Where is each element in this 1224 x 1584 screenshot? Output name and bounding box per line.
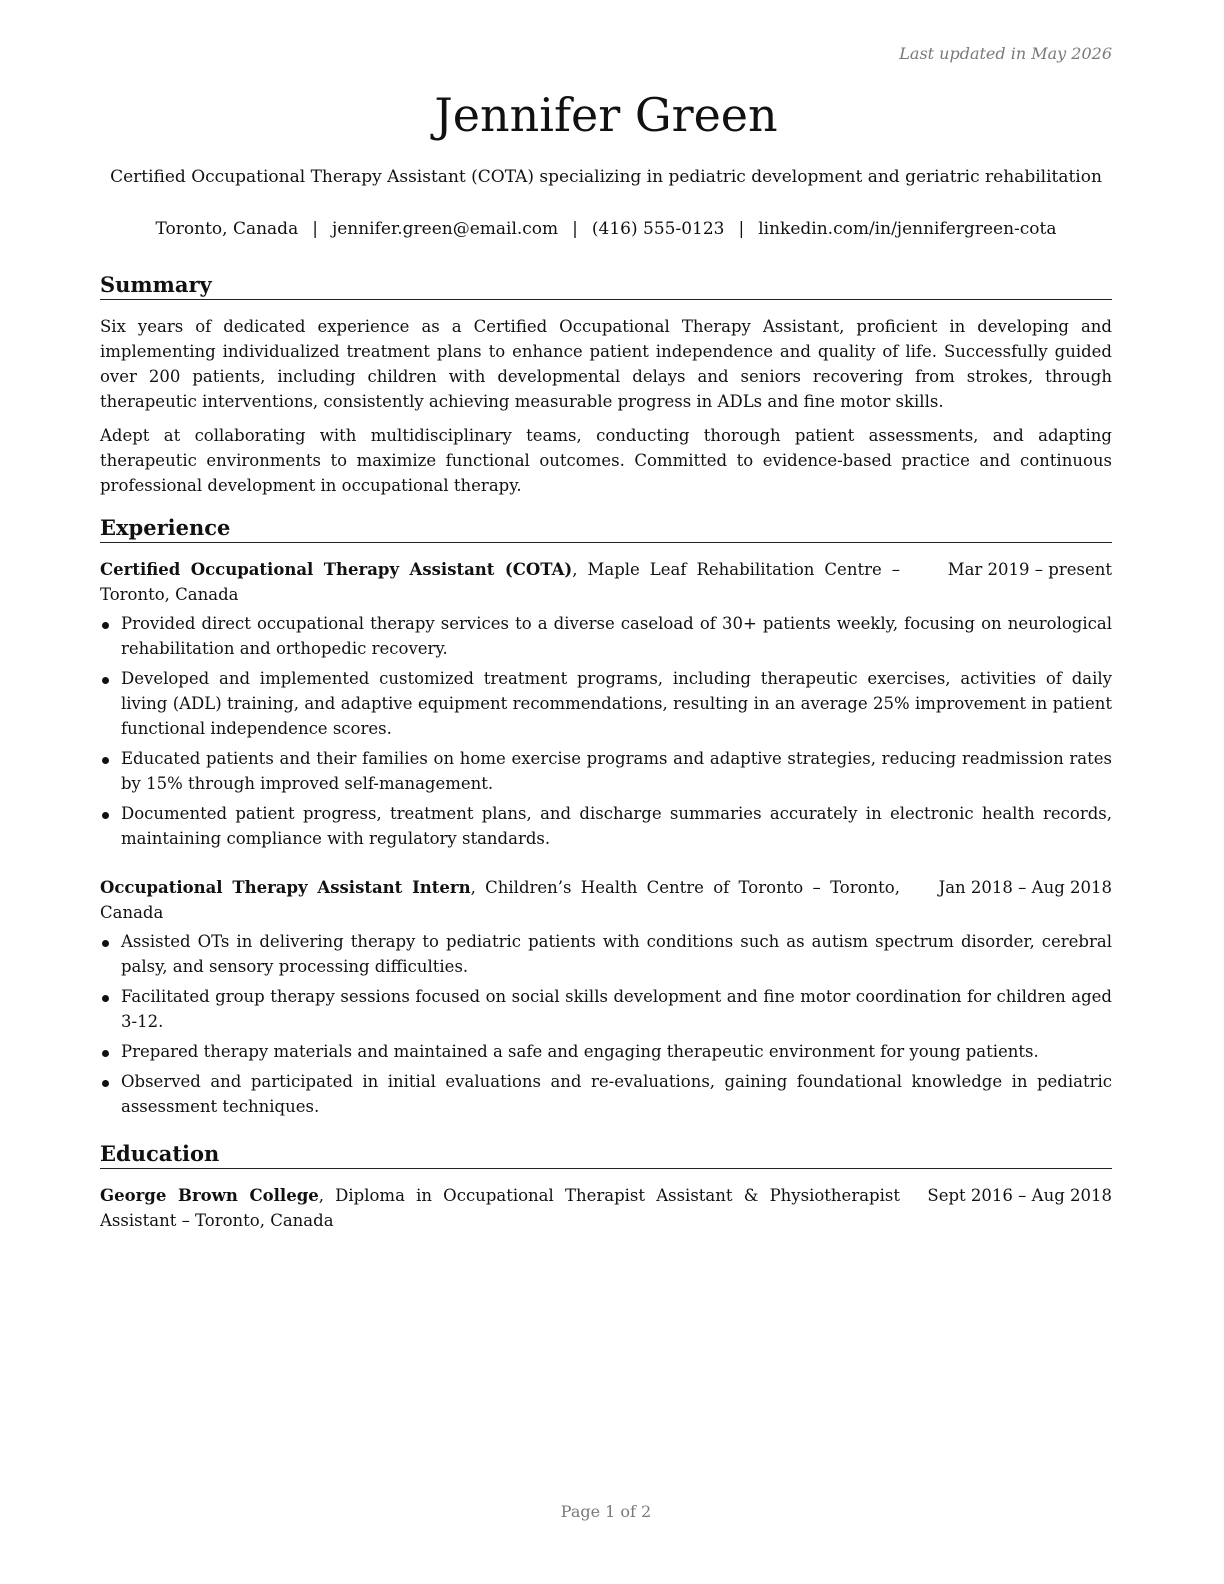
bullet-text: Educated patients and their families on home exercise programs and adaptive strategies, reducing readmission rates by 15% through improved self-management. bbox=[121, 749, 1112, 793]
job-dates: Mar 2019 – present bbox=[947, 560, 1112, 579]
candidate-name: Jennifer Green bbox=[434, 88, 778, 142]
school-name: George Brown College bbox=[100, 1186, 319, 1205]
bullet-icon bbox=[102, 622, 109, 629]
headline: Certified Occupational Therapy Assistant (COTA) specializing in pediatric development and geriatric rehabilitation bbox=[110, 167, 1102, 187]
education-entry bbox=[100, 1183, 1112, 1233]
list-item bbox=[100, 984, 1112, 1034]
job-organization: , Maple Leaf Rehabilitation Centre – Toronto, Canada bbox=[100, 560, 900, 604]
job-bullet-list bbox=[100, 929, 1112, 1119]
list-item bbox=[100, 611, 1112, 661]
resume-page bbox=[100, 0, 1112, 1584]
list-item bbox=[100, 666, 1112, 741]
bullet-text: Developed and implemented customized treatment programs, including therapeutic exercises, activities of daily living (ADL) training, and adaptive equipment recommendations, resulting in an average 25% improvement in patient functional independence scores. bbox=[121, 669, 1112, 738]
summary-paragraph-2: Adept at collaborating with multidisciplinary teams, conducting thorough patient assessments, and adapting therapeutic environments to maximize functional outcomes. Committed to evidence-based practice and continuous professional development in occupational therapy. bbox=[100, 426, 1112, 495]
summary-paragraph-1: Six years of dedicated experience as a Certified Occupational Therapy Assistant, proficient in developing and implementing individualized treatment plans to enhance patient independence and quality of life. Successfully guided over 200 patients, including children with developmental delays and seniors recovering from strokes, through therapeutic interventions, consistently achieving measurable progress in ADLs and fine motor skills. bbox=[100, 317, 1112, 411]
bullet-text: Prepared therapy materials and maintained a safe and engaging therapeutic environment for young patients. bbox=[121, 1042, 1039, 1061]
bullet-icon bbox=[102, 757, 109, 764]
experience-heading: Experience bbox=[100, 514, 1112, 543]
job-bullet-list bbox=[100, 611, 1112, 851]
job-role: Certified Occupational Therapy Assistant (COTA) bbox=[100, 560, 573, 579]
contact-linkedin[interactable]: linkedin.com/in/jennifergreen-cota bbox=[758, 219, 1057, 239]
bullet-icon bbox=[102, 995, 109, 1002]
education-line bbox=[100, 1183, 900, 1233]
education-detail: , Diploma in Occupational Therapist Assistant & Physiotherapist Assistant – Toronto, Canada bbox=[100, 1186, 900, 1230]
job-dates: Jan 2018 – Aug 2018 bbox=[938, 878, 1112, 897]
bullet-text: Observed and participated in initial evaluations and re-evaluations, gaining foundational knowledge in pediatric assessment techniques. bbox=[121, 1072, 1112, 1116]
bullet-icon bbox=[102, 1080, 109, 1087]
bullet-text: Provided direct occupational therapy services to a diverse caseload of 30+ patients weekly, focusing on neurological rehabilitation and orthopedic recovery. bbox=[121, 614, 1112, 658]
bullet-icon bbox=[102, 940, 109, 947]
list-item bbox=[100, 929, 1112, 979]
contact-phone: (416) 555-0123 bbox=[591, 219, 725, 239]
bullet-icon bbox=[102, 677, 109, 684]
contact-separator: | bbox=[738, 219, 745, 239]
job-entry-cota bbox=[100, 557, 1112, 856]
contact-line bbox=[100, 219, 1112, 239]
contact-email[interactable]: jennifer.green@email.com bbox=[331, 219, 559, 239]
job-entry-intern bbox=[100, 875, 1112, 1124]
job-title-line bbox=[100, 875, 900, 925]
list-item bbox=[100, 746, 1112, 796]
job-title-line bbox=[100, 557, 900, 607]
bullet-icon bbox=[102, 812, 109, 819]
job-organization: , Children’s Health Centre of Toronto – Toronto, Canada bbox=[100, 878, 900, 922]
bullet-text: Facilitated group therapy sessions focused on social skills development and fine motor coordination for children aged 3-12. bbox=[121, 987, 1112, 1031]
bullet-text: Documented patient progress, treatment plans, and discharge summaries accurately in electronic health records, maintaining compliance with regulatory standards. bbox=[121, 804, 1112, 848]
list-item bbox=[100, 801, 1112, 851]
education-heading: Education bbox=[100, 1140, 1112, 1169]
job-header bbox=[100, 875, 1112, 925]
last-updated-note: Last updated in May 2026 bbox=[899, 44, 1112, 63]
contact-location: Toronto, Canada bbox=[155, 219, 299, 239]
job-header bbox=[100, 557, 1112, 607]
job-role: Occupational Therapy Assistant Intern bbox=[100, 878, 471, 897]
contact-separator: | bbox=[312, 219, 318, 239]
bullet-text: Assisted OTs in delivering therapy to pediatric patients with conditions such as autism spectrum disorder, cerebral palsy, and sensory processing difficulties. bbox=[121, 932, 1112, 976]
summary-heading: Summary bbox=[100, 271, 1112, 300]
page-number: Page 1 of 2 bbox=[560, 1502, 652, 1521]
bullet-icon bbox=[102, 1050, 109, 1057]
contact-separator: | bbox=[572, 219, 578, 239]
education-header bbox=[100, 1183, 1112, 1233]
list-item bbox=[100, 1069, 1112, 1119]
list-item bbox=[100, 1039, 1112, 1064]
education-dates: Sept 2016 – Aug 2018 bbox=[927, 1186, 1112, 1205]
